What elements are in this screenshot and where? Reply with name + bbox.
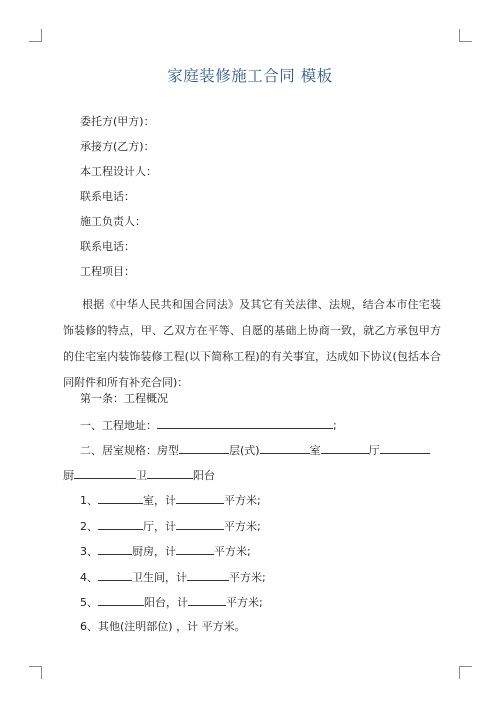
room-spec-line-2	[63, 467, 215, 483]
item-unit: 平方米;	[229, 571, 266, 584]
intro-paragraph: 根据《中华人民共和国合同法》及其它有关法律、法规，结合本市住宅装饰装修的特点，甲、乙双方在平等、自愿的基础上协商一致，就乙方承包甲方的住宅室内装饰装修工程(以下简称工程)的有关事宜，达成如下协议(包括本合同附件和所有补充合同)：	[63, 298, 441, 389]
blank	[260, 442, 310, 454]
address-end: ;	[333, 419, 337, 432]
area-item-6: 6、其他(注明部位) ，计 平方米。	[80, 620, 246, 633]
spec-chu: 厨	[63, 469, 74, 482]
project-line: 工程项目：	[80, 265, 135, 278]
room-spec-line	[80, 442, 430, 458]
blank	[176, 543, 214, 555]
item-number: 2、	[80, 520, 98, 533]
spec-label: 二、居室规格：房型	[80, 444, 179, 457]
corner-mark-bottom-left	[29, 666, 42, 679]
corner-mark-bottom-right	[459, 666, 472, 679]
client-party-line: 委托方(甲方)：	[80, 115, 155, 128]
blank	[187, 569, 229, 581]
blank	[380, 442, 430, 454]
area-item-4	[80, 569, 266, 585]
address-label: 一、工程地址：	[80, 419, 157, 432]
designer-line: 本工程设计人：	[80, 165, 157, 178]
item-room: 室，计	[143, 494, 176, 507]
item-room: 阳台，计	[144, 596, 188, 609]
item-room: 卫生间，计	[132, 571, 187, 584]
area-item-5	[80, 594, 263, 610]
contact-phone-line: 联系电话：	[80, 190, 135, 203]
item-unit: 平方米;	[224, 520, 261, 533]
area-item-3	[80, 543, 251, 559]
spec-yangtai: 阳台	[193, 469, 215, 482]
blank	[321, 442, 369, 454]
spec-wei: 卫	[136, 469, 147, 482]
document-title: 家庭装修施工合同 模板	[167, 67, 333, 85]
blank	[176, 518, 224, 530]
area-item-2	[80, 518, 261, 534]
item-number: 4、	[80, 571, 98, 584]
site-manager-line: 施工负责人：	[80, 215, 146, 228]
area-item-1	[80, 492, 261, 508]
blank	[188, 594, 226, 606]
item-number: 3、	[80, 545, 98, 558]
item-unit: 平方米;	[226, 596, 263, 609]
address-blank	[157, 417, 333, 429]
corner-mark-top-left	[29, 29, 42, 42]
blank	[176, 492, 224, 504]
spec-ting: 厅	[368, 444, 380, 457]
contractor-party-line: 承接方(乙方)：	[80, 140, 155, 153]
address-line	[80, 417, 337, 433]
item-room: 厨房，计	[132, 545, 176, 558]
item-unit: 平方米;	[224, 494, 261, 507]
blank	[179, 442, 229, 454]
blank	[98, 518, 143, 530]
blank	[74, 467, 136, 479]
blank	[147, 467, 193, 479]
item-number: 5、	[80, 596, 98, 609]
item-room: 厅，计	[143, 520, 176, 533]
spec-shi: 室	[309, 444, 321, 457]
blank	[98, 492, 143, 504]
item-number: 1、	[80, 494, 98, 507]
article-1-heading: 第一条：工程概况	[80, 392, 168, 405]
item-unit: 平方米;	[214, 545, 251, 558]
contact-phone-line-2: 联系电话：	[80, 240, 135, 253]
corner-mark-top-right	[459, 29, 472, 42]
blank	[98, 569, 132, 581]
spec-ceng: 层(式)	[229, 444, 260, 457]
blank	[98, 543, 132, 555]
blank	[98, 594, 144, 606]
